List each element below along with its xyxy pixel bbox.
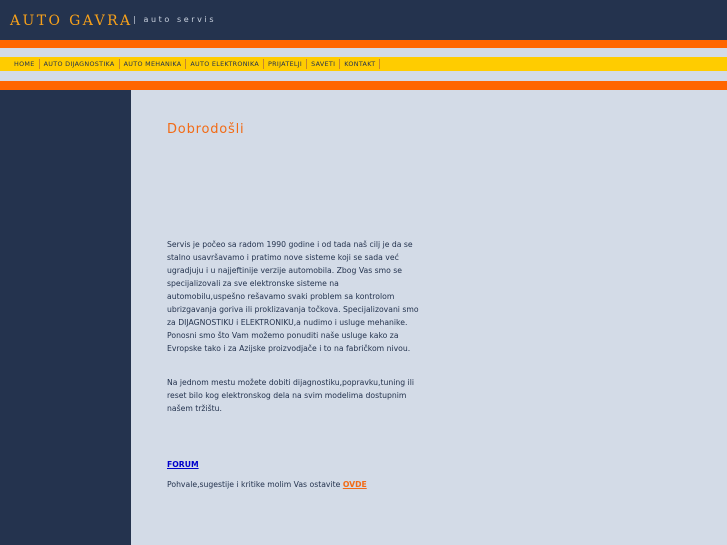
feedback-ovde-link[interactable]: OVDE: [342, 480, 367, 489]
nav-item-kontakt[interactable]: KONTAKT: [340, 59, 380, 69]
nav-item-saveti[interactable]: SAVETI: [307, 59, 340, 69]
nav-item-home[interactable]: HOME: [10, 59, 40, 69]
feedback-text: Pohvale,sugestije i kritike molim Vas ostavite: [167, 480, 343, 489]
site-header: [0, 0, 727, 40]
main-content: [131, 90, 727, 545]
site-tagline: | auto servis: [133, 15, 217, 24]
intro-paragraph: Servis je počeo sa radom 1990 godine i od tada naš cilj je da se stalno usavršavamo i pratimo nove sisteme koji se sada već ugradjuju i u najjeftinije verzije automobila. Zbog Vas smo se specijalizovali za sve elektronske sisteme na automobilu,uspešno rešavamo svaki problem sa kontrolom ubrizgavanja goriva ili proklizavanja točkova. Specijalizovani smo za DIJAGNOSTIKU i ELEKTRONIKU,a nudimo i usluge mehanike. Ponosni smo što Vam možemo ponuditi naše usluge kako za Evropske tako i za Azijske proizvodjače i to na fabričkom nivou.: [167, 240, 419, 353]
bottom-orange-stripe: [0, 81, 727, 90]
feedback-line: [167, 480, 367, 489]
site-logo[interactable]: AUTO GAVRA: [10, 13, 133, 29]
left-sidebar: [0, 90, 131, 545]
top-light-stripe: [0, 48, 727, 57]
page-title: Dobrodošli: [167, 122, 245, 137]
main-nav: [0, 57, 727, 71]
nav-list: [0, 57, 727, 71]
top-orange-stripe: [0, 40, 727, 48]
nav-item-auto-dijagnostika[interactable]: AUTO DIJAGNOSTIKA: [40, 59, 120, 69]
forum-link[interactable]: FORUM: [167, 460, 199, 469]
nav-item-auto-mehanika[interactable]: AUTO MEHANIKA: [120, 59, 187, 69]
nav-item-prijatelji[interactable]: PRIJATELJI: [264, 59, 307, 69]
nav-item-auto-elektronika[interactable]: AUTO ELEKTRONIKA: [186, 59, 264, 69]
bottom-light-stripe: [0, 71, 727, 81]
services-paragraph: Na jednom mestu možete dobiti dijagnostiku,popravku,tuning ili reset bilo kog elektronskog dela na svim modelima dostupnim našem tržištu.: [167, 378, 414, 413]
